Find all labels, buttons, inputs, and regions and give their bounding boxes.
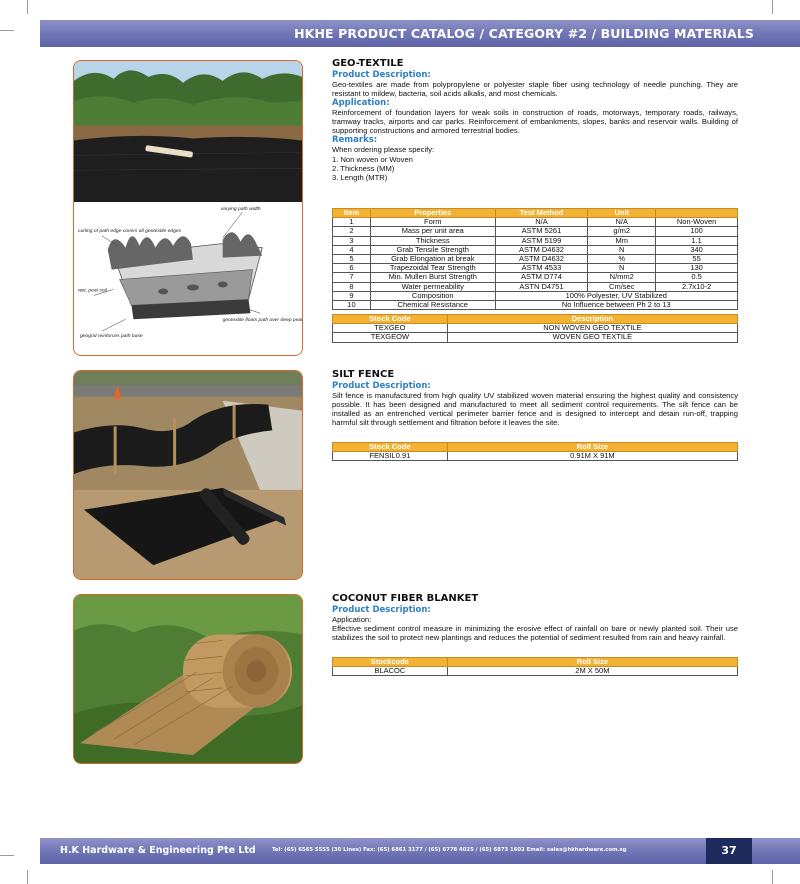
- spec-cell: Form: [370, 218, 495, 227]
- crop-mark: [0, 855, 14, 856]
- crop-mark: [27, 0, 28, 14]
- spec-cell: Grab Tensile Strength: [370, 245, 495, 254]
- spec-header-unit: Unit: [588, 209, 656, 218]
- spec-cell: 7: [333, 273, 371, 282]
- page-number-box: [706, 838, 752, 864]
- stock-header-description: Description: [447, 315, 737, 324]
- spec-cell: Trapezoidal Tear Strength: [370, 264, 495, 273]
- spec-header-properties: Properties: [370, 209, 495, 218]
- table-row: [333, 273, 738, 282]
- siltfence-description: Silt fence is manufactured from high quality UV stabilized woven material ensuring the highest quality and consistency possible. It has been designed and manufactured to meet all sediment control requirements. The silt fence can be installed as an entrenched vertical perimeter barrier fence and is designed to intercept and detain run-off, trapping harmful silt through settlement and filtration before it leaves the site.: [332, 391, 738, 428]
- table-row: [333, 333, 738, 342]
- spec-cell: Cm/sec: [588, 282, 656, 291]
- spec-cell: Chemical Resistance: [370, 301, 495, 310]
- table-row: [333, 291, 738, 300]
- stock-cell: TEXGEO: [333, 324, 448, 333]
- spec-cell: 3: [333, 236, 371, 245]
- spec-cell: 130: [656, 264, 738, 273]
- geotextile-stock-table-wrap: [332, 314, 738, 343]
- company-name: H.K Hardware & Engineering Pte Ltd: [60, 845, 256, 856]
- coconut-section: [332, 593, 738, 642]
- diagram-label: curling of path edge covers all geotextile edges: [77, 228, 182, 234]
- geotextile-application-heading: Application:: [332, 98, 390, 109]
- spec-cell: N/A: [495, 218, 588, 227]
- spec-header-item: Item: [333, 209, 371, 218]
- remark-item: 3. Length (MTR): [332, 172, 388, 182]
- stock-cell: WOVEN GEO TEXTILE: [447, 333, 737, 342]
- coconut-table: [332, 657, 738, 676]
- spec-cell: Min. Mullen Burst Strength: [370, 273, 495, 282]
- geotextile-stock-table: [332, 314, 738, 343]
- siltfence-description-heading: Product Description:: [332, 381, 431, 391]
- geotextile-spec-table-wrap: [332, 208, 738, 310]
- spec-cell: 2.7x10-2: [656, 282, 738, 291]
- spec-cell: ASTM D4632: [495, 255, 588, 264]
- table-row: [333, 282, 738, 291]
- spec-cell: N/A: [588, 218, 656, 227]
- coconut-description-heading: Product Description:: [332, 605, 431, 615]
- diagram-label: geogrid reinforces path base: [79, 334, 143, 340]
- coconut-cell: BLACOC: [333, 667, 448, 676]
- spec-cell: 1: [333, 218, 371, 227]
- spec-cell: 9: [333, 291, 371, 300]
- table-row: [333, 227, 738, 236]
- crop-mark: [772, 870, 773, 884]
- geotextile-photo: [73, 60, 303, 356]
- geotextile-description: Geo-textiles are made from polypropylene or polyester staple fiber using technology of needle punching. They are resistant to mildew, bacteria, soil acids alkalis, and most chemicals.: [332, 80, 738, 99]
- coconut-cell: 2M X 50M: [447, 667, 737, 676]
- diagram-label: varying path width: [220, 206, 261, 212]
- spec-header-test-method: Test Method: [495, 209, 588, 218]
- stock-cell: NON WOVEN GEO TEXTILE: [447, 324, 737, 333]
- siltfence-header-code: Stock Code: [333, 443, 448, 452]
- geotextile-image: [74, 61, 302, 355]
- geotextile-remarks-heading: Remarks:: [332, 135, 378, 146]
- spec-cell: 4: [333, 245, 371, 254]
- spec-cell: Non-Woven: [656, 218, 738, 227]
- spec-cell: N/mm2: [588, 273, 656, 282]
- geotextile-description-heading: Product Description:: [332, 70, 431, 80]
- spec-cell: 100% Polyester, UV Stabilized: [495, 291, 737, 300]
- spec-cell: N: [588, 264, 656, 273]
- remark-item: 2. Thickness (MM): [332, 163, 395, 173]
- siltfence-cell: 0.91M X 91M: [447, 452, 737, 461]
- coconut-header-size: Roll Size: [447, 658, 737, 667]
- spec-cell: ASTM D774: [495, 273, 588, 282]
- coconut-table-wrap: [332, 657, 738, 676]
- siltfence-image: [74, 371, 302, 579]
- coconut-image: [74, 595, 302, 763]
- diagram-label: geotextile floats path over deep peat: [222, 318, 302, 324]
- spec-cell: 5: [333, 255, 371, 264]
- header-band: [40, 20, 800, 47]
- spec-cell: 340: [656, 245, 738, 254]
- spec-cell: ASTM 5261: [495, 227, 588, 236]
- spec-cell: 2: [333, 227, 371, 236]
- spec-cell: g/m2: [588, 227, 656, 236]
- footer-band: [40, 838, 800, 864]
- siltfence-table: [332, 442, 738, 461]
- geotextile-title: GEO-TEXTILE: [332, 58, 404, 69]
- spec-cell: N: [588, 245, 656, 254]
- spec-cell: 55: [656, 255, 738, 264]
- contact-info: Tel: (65) 6565 5555 (30 Lines) Fax: (65) 6861 3177 / (65) 6778 4025 / (65) 6873 1602 Email: sales@hkhardware.com.sg: [272, 847, 627, 853]
- siltfence-photo: [73, 370, 303, 580]
- spec-cell: 1.1: [656, 236, 738, 245]
- geotextile-section: [332, 58, 738, 182]
- spec-cell: 10: [333, 301, 371, 310]
- diagram-label: wet, peat soil: [77, 288, 107, 294]
- siltfence-header-size: Roll Size: [447, 443, 737, 452]
- spec-cell: Thickness: [370, 236, 495, 245]
- page-number: 37: [721, 844, 737, 857]
- table-row: [333, 236, 738, 245]
- remark-item: 1. Non woven or Woven: [332, 154, 413, 164]
- spec-cell: 6: [333, 264, 371, 273]
- spec-cell: ASTM D4632: [495, 245, 588, 254]
- table-row: [333, 452, 738, 461]
- spec-cell: 100: [656, 227, 738, 236]
- coconut-photo: [73, 594, 303, 764]
- spec-cell: ASTM 5199: [495, 236, 588, 245]
- stock-header-code: Stock Code: [333, 315, 448, 324]
- spec-cell: No Influence between Ph 2 to 13: [495, 301, 737, 310]
- table-row: [333, 301, 738, 310]
- siltfence-cell: FENSIL0.91: [333, 452, 448, 461]
- crop-mark: [0, 30, 14, 31]
- geotextile-remarks-intro: When ordering please specify:: [332, 145, 435, 155]
- spec-cell: Mm: [588, 236, 656, 245]
- spec-cell: Grab Elongation at break: [370, 255, 495, 264]
- crop-mark: [772, 0, 773, 14]
- spec-cell: Water permeability: [370, 282, 495, 291]
- spec-cell: 8: [333, 282, 371, 291]
- coconut-description: Effective sediment control measure in minimizing the erosive effect of rainfall on bare or newly planted soil. Their use stabilizes the soil to protect new plantings and reduces the potential of sediment resulted from rain and heavy rainfall.: [332, 624, 738, 643]
- page-title: HKHE PRODUCT CATALOG / CATEGORY #2 / BUILDING MATERIALS: [294, 26, 754, 41]
- table-row: [333, 667, 738, 676]
- stock-cell: TEXGEOW: [333, 333, 448, 342]
- spec-cell: %: [588, 255, 656, 264]
- geotextile-spec-table: [332, 208, 738, 310]
- spec-cell: ASTN D4751: [495, 282, 588, 291]
- siltfence-section: [332, 369, 738, 427]
- crop-mark: [27, 870, 28, 884]
- spec-cell: Composition: [370, 291, 495, 300]
- coconut-header-code: Stockcode: [333, 658, 448, 667]
- coconut-title: COCONUT FIBER BLANKET: [332, 593, 479, 604]
- coconut-application-label: Application:: [332, 615, 372, 624]
- siltfence-title: SILT FENCE: [332, 369, 395, 380]
- geotextile-application: Reinforcement of foundation layers for weak soils in construction of roads, motorways, temporary roads, railways, tramway tracks, airports and car parks. Reinforcement of embankments, slopes, banks and reservoir walls. Building of supporting constructions and armored terrestrial bodies.: [332, 108, 738, 136]
- spec-cell: ASTM 4533: [495, 264, 588, 273]
- siltfence-table-wrap: [332, 442, 738, 461]
- spec-cell: Mass per unit area: [370, 227, 495, 236]
- spec-cell: 0.5: [656, 273, 738, 282]
